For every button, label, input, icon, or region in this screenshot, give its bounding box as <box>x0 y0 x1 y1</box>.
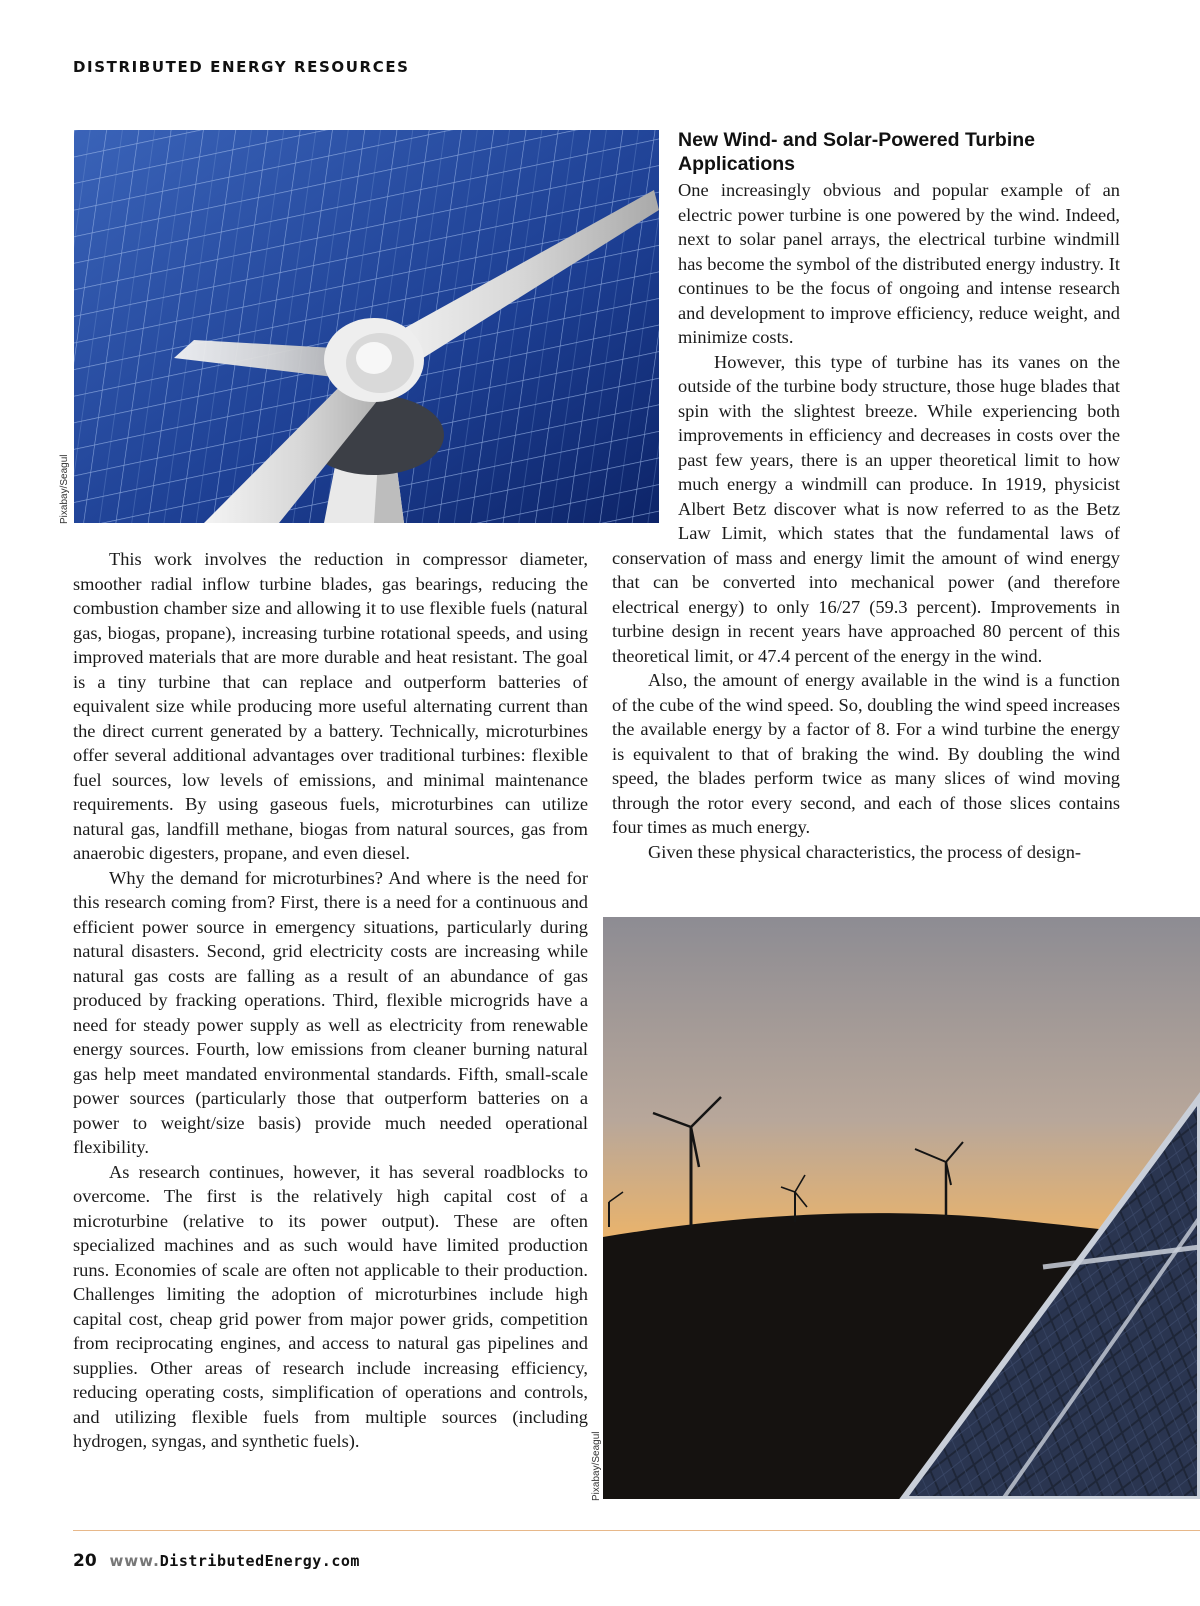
wind-turbine-solar-photo <box>74 130 659 523</box>
right-paragraph-1: One increasingly obvious and popular example of an electric power turbine is one powered by the wind. Indeed, next to solar panel arrays, the electrical turbine windmill has become the symbol of the distributed energy industry. It continues to be the focus of ongoing and intense research and development to improve efficiency, reduce weight, and minimize costs. <box>678 180 1120 347</box>
right-column <box>612 178 1120 864</box>
right-paragraph-3: Also, the amount of energy available in the wind is a function of the cube of the wind speed. So, doubling the wind speed increases the available energy by a factor of 8. For a wind turbine the energy is equivalent to that of braking the wind. By doubling the wind speed, the blades perform twice as many slices of wind moving through the rotor every second, and each of those slices contains four times as much energy. <box>612 670 1120 837</box>
photo-credit-top: Pixabay/Seagul <box>59 454 70 524</box>
footer-url[interactable]: DistributedEnergy.com <box>159 1552 360 1570</box>
right-paragraph-2: However, this type of turbine has its vanes on the outside of the turbine body structure, those huge blades that spin with the slightest breeze. While experiencing both improvements in efficiency and decreases in costs over the past few years, there is an upper theoretical limit to how much energy a windmill can produce. In 1919, physicist Albert Betz discover what is now referred to as the Betz Law Limit, which states that the fundamental laws of conservation of mass and energy limit the amount of wind energy that can be converted into mechanical power (and therefore electrical energy) to only 16/27 (59.3 percent). Improvements in turbine design in recent years have approached 80 percent of this theoretical limit, or 47.4 percent of the energy in the wind. <box>612 351 1120 666</box>
sunset-wind-farm-photo <box>603 917 1200 1499</box>
left-paragraph-3: As research continues, however, it has several roadblocks to overcome. The first is the relatively high capital cost of a microturbine (relative to its power output). These are often specialized machines and as such would have limited production runs. Economies of scale are often not applicable to their production. Challenges limiting the adoption of microturbines include high capital cost, cheap grid power from major power grids, competition from reciprocating engines, and access to natural gas pipelines and supplies. Other areas of research include increasing efficiency, reducing operating costs, simplification of operations and controls, and utilizing flexible fuels from multiple sources (including hydrogen, syngas, and synthetic fuels). <box>73 1161 588 1451</box>
photo-credit-bottom: Pixabay/Seagul <box>591 1431 602 1501</box>
left-column <box>73 547 588 1454</box>
article-subheading: New Wind- and Solar-Powered Turbine Applications <box>678 129 1035 175</box>
photo-wrap-spacer <box>612 178 678 540</box>
footer-url-prefix: www. <box>109 1552 160 1570</box>
page-footer <box>73 1551 360 1571</box>
left-paragraph-1: This work involves the reduction in compressor diameter, smoother radial inflow turbine blades, gas bearings, reducing the combustion chamber size and allowing it to use flexible fuels (natural gas, biogas, propane), increasing turbine rotational speeds, and using improved materials that are more durable and heat resistant. The goal is a tiny turbine that can replace and outperform batteries of equivalent size while producing more useful alternating current than the direct current generated by a battery. Technically, microturbines offer several additional advantages over traditional turbines: flexible fuel sources, low levels of emissions, and minimal maintenance requirements. By using gaseous fuels, microturbines can utilize natural gas, landfill methane, biogas from natural sources, gas from anaerobic digesters, propane, and even diesel. <box>73 549 588 863</box>
right-paragraph-4: Given these physical characteristics, the process of design- <box>648 841 1082 862</box>
section-header: DISTRIBUTED ENERGY RESOURCES <box>73 58 410 76</box>
footer-divider <box>73 1530 1200 1531</box>
left-paragraph-2: Why the demand for microturbines? And where is the need for this research coming from? First, there is a need for a continuous and efficient power source in emergency situations, particularly during natural disasters. Second, grid electricity costs are increasing while natural gas costs are falling as a result of an abundance of gas produced by fracking operations. Third, flexible microgrids have a need for steady power supply as well as electricity from renewable energy sources. Fourth, low emissions from cleaner burning natural gas help meet mandated environmental standards. Fifth, small-scale power sources (particularly those that outperform batteries on a power to weight/size basis) provide much needed operational flexibility. <box>73 867 588 1157</box>
page-number: 20 <box>73 1551 97 1571</box>
